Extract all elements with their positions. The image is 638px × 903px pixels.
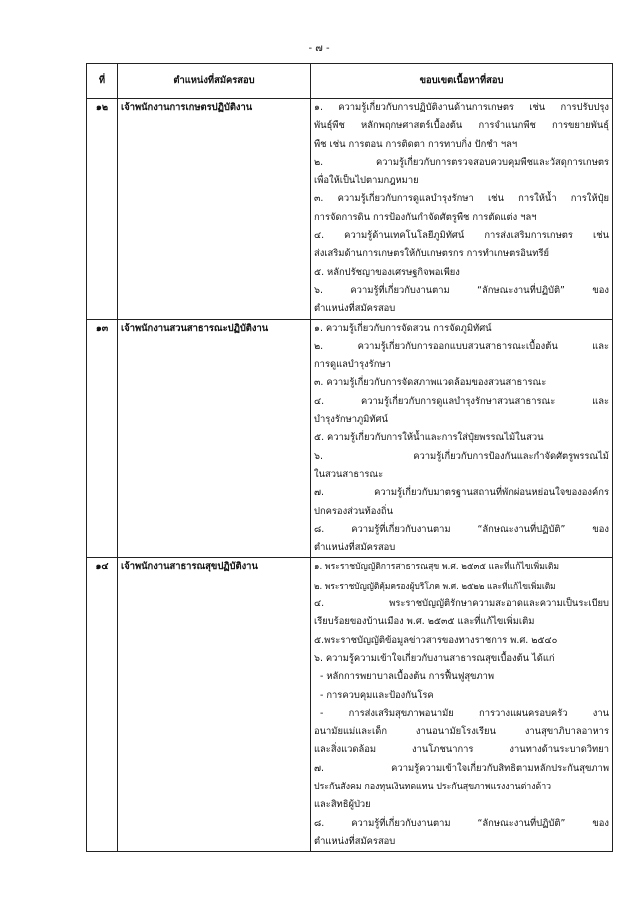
scope-line: และสิทธิผู้ป่วย [314,799,371,811]
scope-line: ๕. ความรู้เกี่ยวกับการให้น้ำและการใส่ปุ๋ยพรรณไม้ในสวน [314,432,544,444]
scope-line: ๓. ความรู้เกี่ยวกับการจัดสภาพแวดล้อมของสวนสาธารณะ [314,377,547,389]
page-number: - ๗ - [308,43,330,54]
table-row [87,319,613,558]
scope-line: ๒. ความรู้เกี่ยวกับการออกแบบสวนสาธารณะเบื้องต้น และ [314,340,609,352]
scope-line: ๘. ความรู้ที่เกี่ยวกับงานตาม “ลักษณะงานที่ปฏิบัติ” ของ [314,817,609,829]
scope-line: และสิ่งแวดล้อม งานโภชนาการ งานทางด้านระบาดวิทยา [314,744,609,756]
scope-line: ประกันสังคม กองทุนเงินทดแทน ประกันสุขภาพแรงงานต่างด้าว [314,781,552,792]
table-row [87,558,613,852]
scope-line: - การส่งเสริมสุขภาพอนามัย การวางแผนครอบครัว งาน [320,707,609,719]
scope-line: ๘. ความรู้ที่เกี่ยวกับงานตาม “ลักษณะงานที่ปฏิบัติ” ของ [314,523,609,535]
header-no: ที่ [87,64,118,99]
scope-line: ตำแหน่งที่สมัครสอบ [314,542,396,554]
row-position: เจ้าพนักงานสาธารณสุขปฏิบัติงาน [118,558,311,852]
scope-line: ๒. ความรู้เกี่ยวกับการตรวจสอบควบคุมพืชและวัสดุการเกษตร [314,156,609,168]
scope-line: เรียบร้อยของบ้านเมือง พ.ศ. ๒๕๓๕ และที่แก้ไขเพิ่มเติม [314,616,535,628]
row-position: เจ้าพนักงานสวนสาธารณะปฏิบัติงาน [118,319,311,558]
scope-line: ตำแหน่งที่สมัครสอบ [314,835,396,847]
scope-line: ๑. พระราชบัญญัติการสาธารณสุข พ.ศ. ๒๕๓๕ และที่แก้ไขเพิ่มเติม [314,562,560,573]
scope-line: ๔. ความรู้เกี่ยวกับการดูแลบำรุงรักษาสวนสาธารณะ และ [314,395,609,407]
scope-line: การจัดการดิน การป้องกันกำจัดศัตรูพืช การตัดแต่ง ฯลฯ [314,211,537,223]
scope-line: ๔. พระราชบัญญัติรักษาความสะอาดและความเป็นระเบียบ [314,598,609,610]
row-scope [311,99,613,320]
scope-line: เพื่อให้เป็นไปตามกฎหมาย [314,175,419,187]
row-number: ๑๔ [87,558,118,852]
scope-line: พันธุ์พืช หลักพฤกษศาสตร์เบื้องต้น การจำแนกพืช การขยายพันธุ์ [314,120,609,132]
scope-line: ส่งเสริมด้านการเกษตรให้กับเกษตรกร การทำเกษตรอินทรีย์ [314,248,549,260]
scope-line: ๕. หลักปรัชญาของเศรษฐกิจพอเพียง [314,266,460,278]
row-scope [311,558,613,852]
scope-line: ๑. ความรู้เกี่ยวกับการจัดสวน การจัดภูมิทัศน์ [314,322,492,334]
scope-line: ๕.พระราชบัญญัติข้อมูลข่าวสารของทางราชการ พ.ศ. ๒๕๔๐ [314,634,558,646]
table-header-row [87,64,613,99]
scope-line: บำรุงรักษาภูมิทัศน์ [314,414,388,426]
scope-line: ๖. ความรู้เกี่ยวกับการป้องกันและกำจัดศัตรูพรรณไม้ [314,450,609,462]
header-scope: ขอบเขตเนื้อหาที่สอบ [311,64,613,99]
scope-line: ๑. ความรู้เกี่ยวกับการปฏิบัติงานด้านการเกษตร เช่น การปรับปรุง [314,102,609,113]
scope-line: - หลักการพยาบาลเบื้องต้น การฟื้นฟูสุขภาพ [320,671,495,683]
scope-line: พืช เช่น การตอน การติดตา การทาบกิ่ง ปักชำ ฯลฯ [314,138,518,150]
scope-line: การดูแลบำรุงรักษา [314,359,391,371]
scope-line: อนามัยแม่และเด็ก งานอนามัยโรงเรียน งานสุขาภิบาลอาหาร [314,726,609,738]
scope-line: ๓. ความรู้เกี่ยวกับการดูแลบำรุงรักษา เช่น การให้น้ำ การให้ปุ๋ย [314,193,609,205]
row-number: ๑๒ [87,99,118,320]
scope-line: ๗. ความรู้ความเข้าใจเกี่ยวกับสิทธิตามหลักประกันสุขภาพ [314,762,609,774]
header-position: ตำแหน่งที่สมัครสอบ [118,64,311,99]
scope-line: ในสวนสาธารณะ [314,468,384,480]
scope-line: ๗. ความรู้เกี่ยวกับมาตรฐานสถานที่พักผ่อนหย่อนใจขององค์กร [314,487,609,499]
row-scope [311,319,613,558]
row-number: ๑๓ [87,319,118,558]
scope-line: ๒. พระราชบัญญัติคุ้มครองผู้บริโภค พ.ศ. ๒๕๒๒ และที่แก้ไขเพิ่มเติม [314,580,556,591]
scope-line: ตำแหน่งที่สมัครสอบ [314,303,396,315]
scope-line: ปกครองส่วนท้องถิ่น [314,505,394,517]
table-row [87,99,613,320]
row-position: เจ้าพนักงานการเกษตรปฏิบัติงาน [118,99,311,320]
scope-line: - การควบคุมและป้องกันโรค [320,689,434,701]
exam-scope-table [86,63,613,852]
scope-line: ๖. ความรู้ที่เกี่ยวกับงานตาม “ลักษณะงานที่ปฏิบัติ” ของ [314,284,609,296]
scope-line: ๖. ความรู้ความเข้าใจเกี่ยวกับงานสาธารณสุขเบื้องต้น ได้แก่ [314,652,555,664]
scope-line: ๔. ความรู้ด้านเทคโนโลยีภูมิทัศน์ การส่งเสริมการเกษตร เช่น [314,230,609,242]
